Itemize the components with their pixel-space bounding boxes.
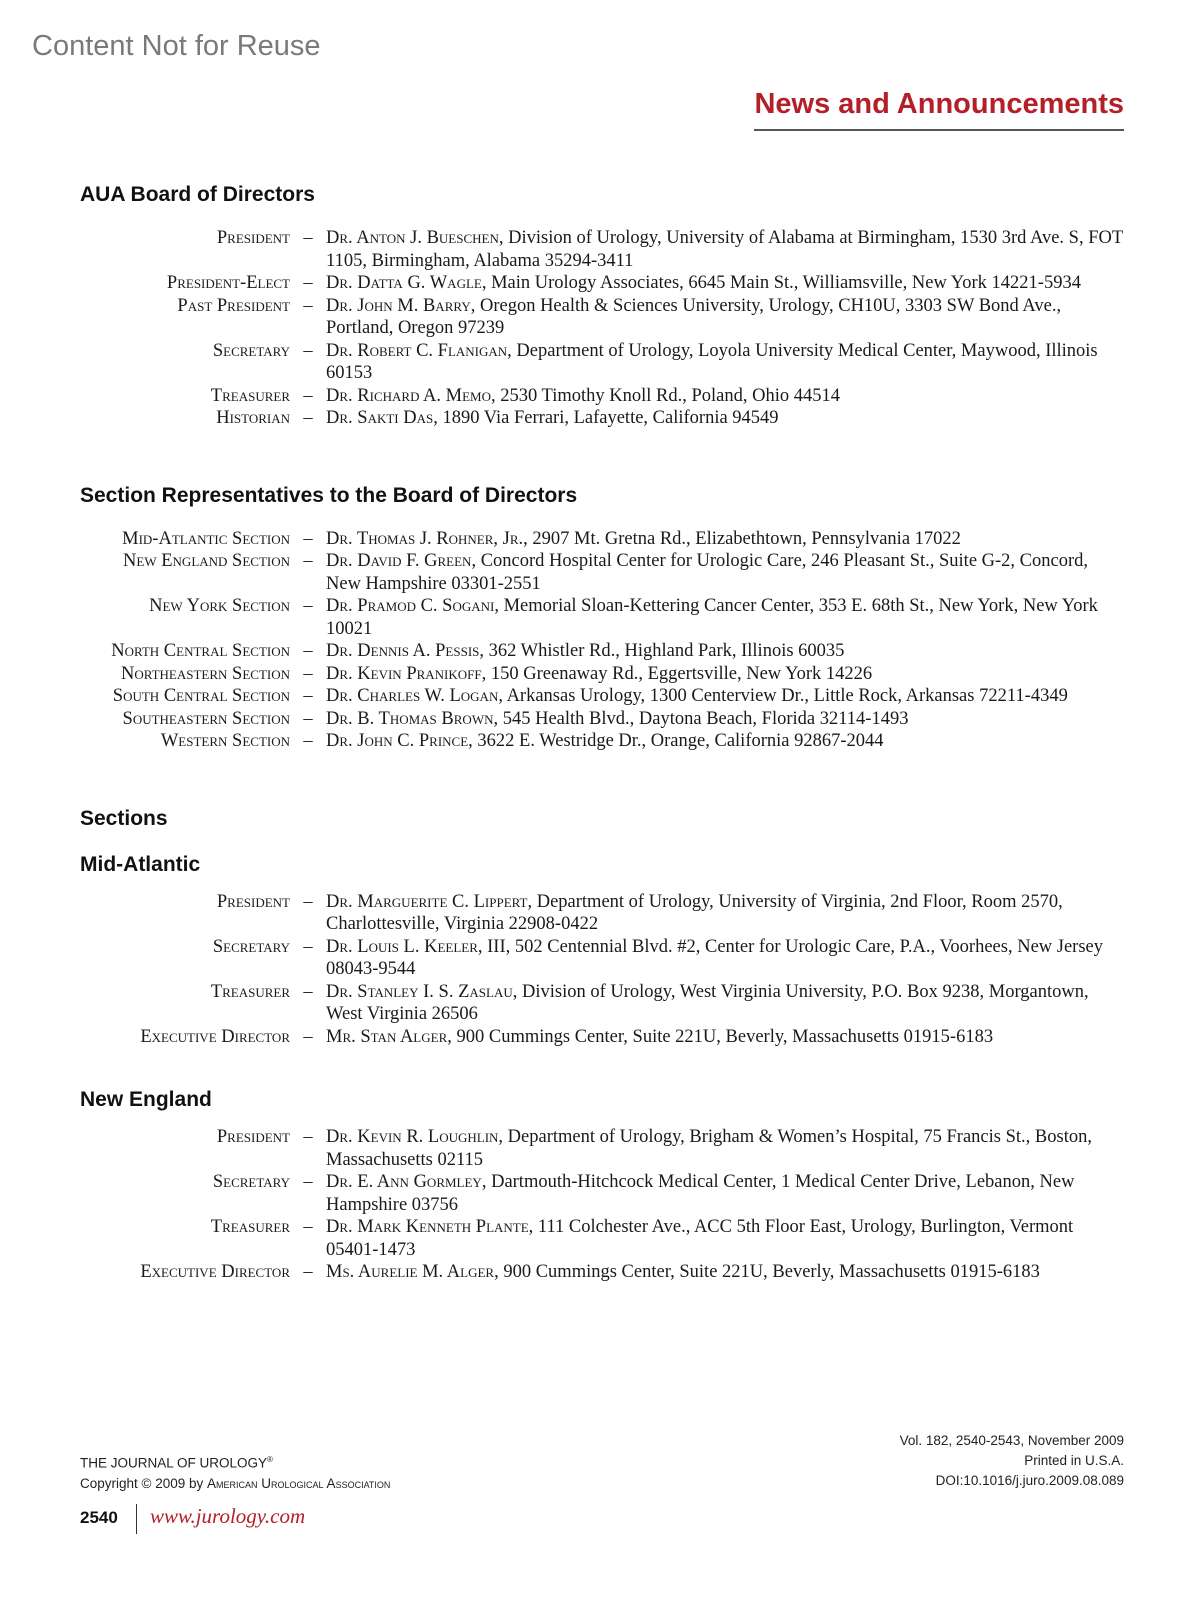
directory-entry: [80, 891, 1125, 936]
entry-role: Western Section: [160, 731, 290, 751]
entry-name: Dr. Dennis A. Pessis: [326, 641, 480, 661]
entries-table: [80, 1126, 1125, 1284]
directory-entry: [80, 1171, 1125, 1216]
entry-person: [326, 295, 1125, 340]
entry-role: President: [216, 1127, 290, 1147]
entry-person: [326, 891, 1125, 936]
entry-name: Dr. Charles W. Logan: [326, 686, 499, 706]
entry-address: , Department of Urology, Brigham & Women’s Hospital, 75 Francis St., Boston, Massachusetts 02115: [326, 1127, 1092, 1170]
directory-entry: [80, 981, 1125, 1026]
directory-entry: [80, 685, 1125, 708]
entry-name: Dr. Datta G. Wagle: [326, 273, 482, 293]
directory-entry: [80, 1216, 1125, 1261]
entry-name: Dr. John M. Barry: [326, 295, 471, 316]
entry-address: , 362 Whistler Rd., Highland Park, Illinois 60035: [479, 641, 845, 661]
entry-person: [326, 227, 1125, 272]
printed-info: Printed in U.S.A.: [1024, 1453, 1124, 1468]
entry-name: Dr. David F. Green: [326, 551, 472, 571]
entry-address: , Division of Urology, West Virginia University, P.O. Box 9238, Morgantown, West Virginia 26506: [326, 981, 1089, 1024]
entry-person: [326, 730, 1125, 753]
entries-table: [80, 528, 1125, 753]
directory-content: [80, 183, 1125, 1338]
entry-person: [326, 640, 1125, 663]
entry-dash: –: [303, 228, 313, 248]
entry-role: Mid-Atlantic Section: [122, 528, 290, 549]
entry-dash: –: [303, 1127, 313, 1147]
entry-address: , 111 Colchester Ave., ACC 5th Floor East, Urology, Burlington, Vermont 05401-1473: [326, 1217, 1074, 1260]
publisher-name: American Urological Association: [207, 1475, 391, 1491]
directory-entry: [80, 295, 1125, 340]
entry-person: [326, 1171, 1125, 1216]
entry-name: Dr. Thomas J. Rohner, Jr.: [326, 528, 524, 549]
entry-address: , 150 Greenaway Rd., Eggertsville, New York 14226: [481, 663, 873, 684]
entry-role: Executive Director: [140, 1262, 290, 1282]
directory-entry: [80, 595, 1125, 640]
entry-role: Treasurer: [210, 385, 290, 406]
entry-address: , 1890 Via Ferrari, Lafayette, California 94549: [433, 408, 779, 428]
entry-name: Dr. Sakti Das: [326, 408, 434, 428]
entry-dash: –: [303, 408, 313, 428]
directory-entry: [80, 550, 1125, 595]
entry-role: Secretary: [212, 340, 290, 361]
section-aua-board: [80, 183, 1125, 430]
journal-name: THE JOURNAL OF UROLOGY: [80, 1455, 268, 1471]
entry-name: Mr. Stan Alger: [326, 1026, 448, 1047]
entry-person: [326, 340, 1125, 385]
entry-name: Dr. Richard A. Memo: [326, 385, 492, 406]
section-title: Mid-Atlantic: [80, 852, 201, 876]
entry-name: Dr. E. Ann Gormley: [326, 1172, 482, 1192]
entry-role: Southeastern Section: [122, 708, 290, 729]
footer-citation: [900, 1431, 1124, 1491]
entry-address: , Memorial Sloan-Kettering Cancer Center, 353 E. 68th St., New York, New York 10021: [326, 596, 1098, 639]
directory-entry: [80, 640, 1125, 663]
page-number: 2540: [80, 1508, 118, 1527]
entry-dash: –: [303, 528, 313, 549]
entry-dash: –: [303, 596, 313, 616]
entry-dash: –: [303, 663, 313, 684]
entry-address: , Department of Urology, University of Virginia, 2nd Floor, Room 2570, Charlottesville, Virginia 22908-0422: [326, 891, 1063, 934]
entry-address: , Division of Urology, University of Alabama at Birmingham, 1530 3rd Ave. S, FOT 1105, Birmingham, Alabama 35294-3411: [326, 228, 1123, 271]
entry-person: [326, 1261, 1125, 1284]
section-sections-heading: [80, 807, 1125, 831]
entry-person: [326, 272, 1125, 295]
section-title: Sections: [80, 806, 168, 830]
entry-role: President: [216, 228, 290, 248]
directory-entry: [80, 385, 1125, 408]
entry-person: [326, 385, 1125, 408]
entry-person: [326, 550, 1125, 595]
entry-address: , Concord Hospital Center for Urologic Care, 246 Pleasant St., Suite G-2, Concord, New Hampshire 03301-2551: [326, 551, 1089, 594]
entry-address: , 2530 Timothy Knoll Rd., Poland, Ohio 44514: [491, 385, 840, 406]
entry-dash: –: [303, 295, 313, 316]
entry-address: , Arkansas Urology, 1300 Centerview Dr., Little Rock, Arkansas 72211-4349: [498, 686, 1068, 706]
entry-address: , Department of Urology, Loyola University Medical Center, Maywood, Illinois 60153: [326, 340, 1098, 383]
entry-name: Dr. Anton J. Bueschen: [326, 228, 499, 248]
entry-name: Dr. Robert C. Flanigan: [326, 340, 508, 361]
entry-person: [326, 1216, 1125, 1261]
entry-name: Dr. Louis L. Keeler: [326, 936, 478, 957]
entry-address: , Main Urology Associates, 6645 Main St., Williamsville, New York 14221-5934: [481, 273, 1081, 293]
entry-role: Executive Director: [140, 1026, 290, 1047]
entry-address: , 900 Cummings Center, Suite 221U, Beverly, Massachusetts 01915-6183: [447, 1026, 994, 1047]
entry-role: Historian: [216, 408, 290, 428]
entry-dash: –: [303, 708, 313, 729]
directory-entry: [80, 730, 1125, 753]
entry-role: Northeastern Section: [120, 663, 290, 684]
entry-role: Secretary: [212, 936, 290, 957]
entry-dash: –: [303, 891, 313, 912]
entry-name: Dr. Mark Kenneth Plante: [326, 1217, 529, 1237]
entry-role: New York Section: [149, 596, 290, 616]
entry-person: [326, 936, 1125, 981]
footer-divider: [136, 1504, 137, 1534]
section-title: Section Representatives to the Board of Directors: [80, 483, 578, 507]
entry-address: , Oregon Health & Sciences University, Urology, CH10U, 3303 SW Bond Ave., Portland, Oregon 97239: [326, 295, 1062, 338]
entry-name: Dr. B. Thomas Brown: [326, 708, 494, 729]
entry-address: , 900 Cummings Center, Suite 221U, Beverly, Massachusetts 01915-6183: [494, 1262, 1040, 1282]
entry-role: Treasurer: [210, 981, 290, 1002]
entry-dash: –: [303, 340, 313, 361]
entry-role: President-Elect: [166, 273, 290, 293]
entry-dash: –: [303, 641, 313, 661]
watermark: Content Not for Reuse: [32, 30, 321, 62]
entry-dash: –: [303, 1217, 313, 1237]
entry-person: [326, 407, 1125, 430]
entries-table: [80, 891, 1125, 1049]
entry-dash: –: [303, 731, 313, 751]
footer-journal: [80, 1450, 390, 1494]
directory-entry: [80, 1261, 1125, 1284]
entry-name: Dr. Stanley I. S. Zaslau: [326, 981, 513, 1002]
news-banner: News and Announcements: [754, 88, 1124, 131]
entry-role: New England Section: [123, 551, 290, 571]
entry-role: North Central Section: [111, 641, 290, 661]
directory-entry: [80, 708, 1125, 731]
entry-name: Dr. Kevin Pranikoff: [326, 663, 482, 684]
directory-entry: [80, 272, 1125, 295]
entry-dash: –: [303, 1262, 313, 1282]
entry-address: , 3622 E. Westridge Dr., Orange, California 92867-2044: [468, 731, 884, 751]
entry-name: Dr. Marguerite C. Lippert: [326, 891, 528, 912]
entry-dash: –: [303, 981, 313, 1002]
entry-dash: –: [303, 273, 313, 293]
entry-role: Secretary: [212, 1172, 290, 1192]
directory-entry: [80, 936, 1125, 981]
directory-entry: [80, 663, 1125, 686]
entry-dash: –: [303, 1172, 313, 1192]
registered-mark: ®: [267, 1455, 273, 1464]
entry-address: , Dartmouth-Hitchcock Medical Center, 1 Medical Center Drive, Lebanon, New Hampshire 03756: [326, 1172, 1075, 1215]
entry-address: , 545 Health Blvd., Daytona Beach, Florida 32114-1493: [493, 708, 909, 729]
entry-role: South Central Section: [112, 686, 290, 706]
entry-person: [326, 1126, 1125, 1171]
directory-entry: [80, 1026, 1125, 1049]
section-mid-atlantic: [80, 853, 1125, 1049]
journal-url[interactable]: www.jurology.com: [150, 1504, 306, 1528]
entry-person: [326, 708, 1125, 731]
section-title: New England: [80, 1088, 212, 1111]
entry-dash: –: [303, 385, 313, 406]
entry-name: Dr. John C. Prince: [326, 731, 469, 751]
directory-entry: [80, 227, 1125, 272]
entry-address: , III, 502 Centennial Blvd. #2, Center for Urologic Care, P.A., Voorhees, New Jersey 08043-9544: [326, 936, 1103, 979]
entry-person: [326, 981, 1125, 1026]
directory-entry: [80, 340, 1125, 385]
directory-entry: [80, 407, 1125, 430]
doi: DOI:10.1016/j.juro.2009.08.089: [935, 1473, 1124, 1488]
entry-person: [326, 685, 1125, 708]
section-new-england: [80, 1088, 1125, 1284]
directory-entry: [80, 528, 1125, 551]
entries-table: [80, 227, 1125, 430]
section-representatives: [80, 484, 1125, 753]
entry-person: [326, 528, 1125, 551]
entry-role: Treasurer: [210, 1217, 290, 1237]
entry-name: Ms. Aurelie M. Alger: [326, 1262, 495, 1282]
entry-address: , 2907 Mt. Gretna Rd., Elizabethtown, Pennsylvania 17022: [523, 528, 961, 549]
entry-role: President: [216, 891, 290, 912]
entry-person: [326, 595, 1125, 640]
entry-dash: –: [303, 551, 313, 571]
entry-person: [326, 663, 1125, 686]
entry-dash: –: [303, 686, 313, 706]
entry-person: [326, 1026, 1125, 1049]
entry-dash: –: [303, 936, 313, 957]
volume-info: Vol. 182, 2540-2543, November 2009: [899, 1433, 1124, 1448]
section-title: AUA Board of Directors: [80, 183, 315, 206]
entry-name: Dr. Kevin R. Loughlin: [326, 1127, 499, 1147]
directory-entry: [80, 1126, 1125, 1171]
entry-name: Dr. Pramod C. Sogani: [326, 596, 495, 616]
copyright-text: Copyright © 2009 by: [80, 1475, 208, 1491]
entry-role: Past President: [177, 295, 290, 316]
entry-dash: –: [303, 1026, 313, 1047]
